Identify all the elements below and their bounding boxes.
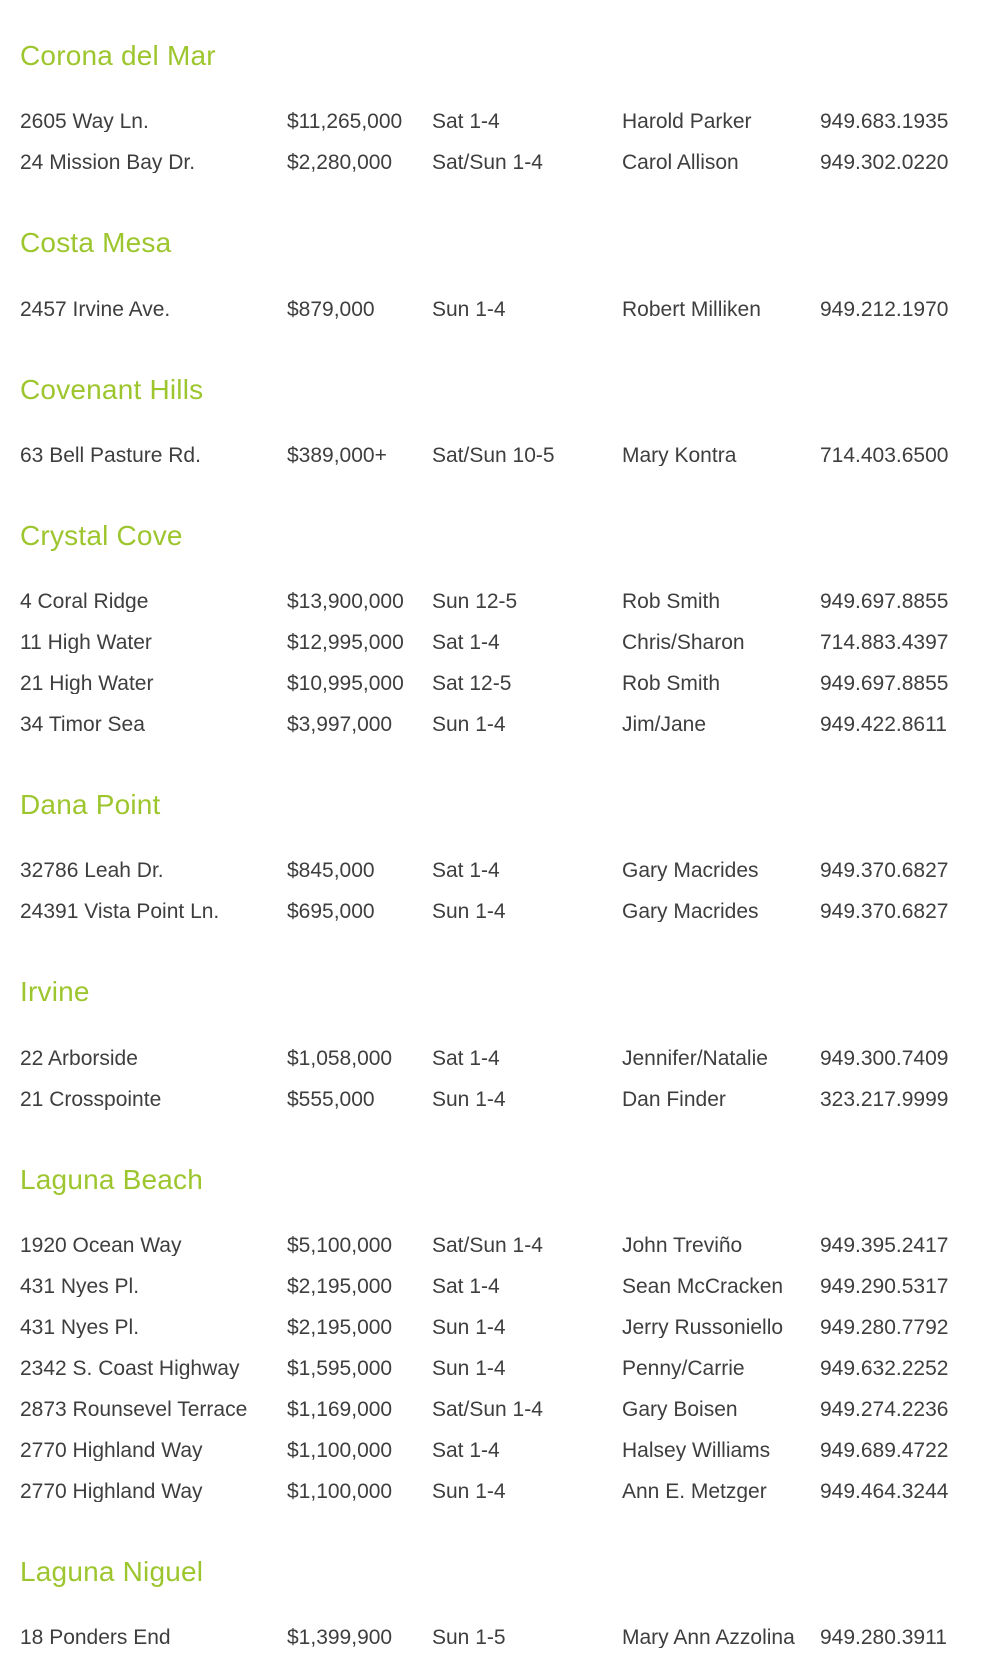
- listing-phone: 949.300.7409: [820, 1047, 949, 1069]
- listing-price: $3,997,000: [287, 714, 393, 736]
- listing-address: 32786 Leah Dr.: [20, 860, 164, 882]
- listing-row: [0, 1348, 982, 1389]
- listing-open-time: Sun 1-4: [432, 901, 506, 923]
- listing-open-time: Sat 1-4: [432, 1439, 500, 1461]
- section-listings: [0, 1617, 982, 1658]
- section-listings: [0, 435, 982, 476]
- listing-agent: Gary Macrides: [622, 860, 759, 882]
- listing-open-time: Sat 1-4: [432, 111, 500, 133]
- listing-price: $845,000: [287, 860, 375, 882]
- listing-row: [0, 1266, 982, 1307]
- city-section: [0, 1158, 982, 1512]
- listing-address: 24391 Vista Point Ln.: [20, 901, 220, 923]
- listing-open-time: Sun 1-4: [432, 298, 506, 320]
- listing-row: [0, 289, 982, 330]
- listing-phone: 949.280.3911: [820, 1627, 947, 1649]
- listing-open-time: Sun 1-4: [432, 714, 506, 736]
- listing-address: 431 Nyes Pl.: [20, 1275, 140, 1297]
- listing-agent: Mary Kontra: [622, 444, 737, 466]
- listing-address: 34 Timor Sea: [20, 714, 145, 736]
- city-section-title: Dana Point: [20, 789, 161, 821]
- listing-open-time: Sat/Sun 1-4: [432, 152, 543, 174]
- listing-phone: 949.302.0220: [820, 152, 949, 174]
- listing-row: [0, 101, 982, 142]
- listing-row: [0, 1389, 982, 1430]
- listing-phone: 949.697.8855: [820, 673, 949, 695]
- listing-open-time: Sat 1-4: [432, 632, 500, 654]
- listing-price: $1,100,000: [287, 1480, 393, 1502]
- listing-row: [0, 1617, 982, 1658]
- listing-phone: 949.464.3244: [820, 1480, 949, 1502]
- listing-price: $2,195,000: [287, 1275, 393, 1297]
- listing-row: [0, 850, 982, 891]
- city-section-title: Laguna Beach: [20, 1163, 204, 1195]
- listing-address: 18 Ponders End: [20, 1627, 171, 1649]
- listing-price: $389,000+: [287, 444, 387, 466]
- section-listings: [0, 1225, 982, 1512]
- listing-price: $1,399,900: [287, 1627, 393, 1649]
- city-section: [0, 970, 982, 1119]
- listing-row: [0, 663, 982, 704]
- listing-agent: Harold Parker: [622, 111, 752, 133]
- listing-open-time: Sat/Sun 1-4: [432, 1398, 543, 1420]
- listing-open-time: Sat 12-5: [432, 673, 512, 695]
- listing-price: $2,195,000: [287, 1316, 393, 1338]
- section-listings: [0, 289, 982, 330]
- section-listings: [0, 1038, 982, 1120]
- listing-row: [0, 581, 982, 622]
- listing-price: $10,995,000: [287, 673, 404, 695]
- city-section-title: Corona del Mar: [20, 40, 216, 72]
- listing-open-time: Sun 12-5: [432, 591, 518, 613]
- listing-agent: Halsey Williams: [622, 1439, 771, 1461]
- listing-open-time: Sun 1-4: [432, 1088, 506, 1110]
- listing-phone: 949.422.8611: [820, 714, 947, 736]
- city-section-title: Irvine: [20, 976, 90, 1008]
- city-section: [0, 368, 982, 476]
- listing-agent: Ann E. Metzger: [622, 1480, 767, 1502]
- city-section: [0, 514, 982, 745]
- city-section: [0, 34, 982, 183]
- listing-price: $13,900,000: [287, 591, 404, 613]
- listing-phone: 323.217.9999: [820, 1088, 949, 1110]
- listing-row: [0, 704, 982, 745]
- listing-address: 11 High Water: [20, 632, 152, 654]
- listing-agent: John Treviño: [622, 1234, 743, 1256]
- listing-open-time: Sun 1-4: [432, 1316, 506, 1338]
- listing-phone: 949.395.2417: [820, 1234, 949, 1256]
- section-listings: [0, 101, 982, 183]
- listing-price: $5,100,000: [287, 1234, 393, 1256]
- listing-row: [0, 1430, 982, 1471]
- listing-row: [0, 142, 982, 183]
- listing-agent: Gary Macrides: [622, 901, 759, 923]
- listing-agent: Robert Milliken: [622, 298, 761, 320]
- listing-address: 21 High Water: [20, 673, 154, 695]
- listing-agent: Dan Finder: [622, 1088, 726, 1110]
- listing-price: $2,280,000: [287, 152, 393, 174]
- listing-phone: 949.697.8855: [820, 591, 949, 613]
- listing-agent: Jim/Jane: [622, 714, 707, 736]
- listing-agent: Sean McCracken: [622, 1275, 784, 1297]
- listing-phone: 949.290.5317: [820, 1275, 949, 1297]
- listing-open-time: Sun 1-4: [432, 1480, 506, 1502]
- listing-agent: Jerry Russoniello: [622, 1316, 784, 1338]
- listing-phone: 949.280.7792: [820, 1316, 949, 1338]
- listing-price: $555,000: [287, 1088, 375, 1110]
- listing-agent: Penny/Carrie: [622, 1357, 745, 1379]
- listing-agent: Chris/Sharon: [622, 632, 745, 654]
- listing-row: [0, 622, 982, 663]
- listing-price: $1,169,000: [287, 1398, 393, 1420]
- section-listings: [0, 581, 982, 745]
- listing-phone: 949.370.6827: [820, 901, 949, 923]
- listing-row: [0, 1471, 982, 1512]
- listing-row: [0, 891, 982, 932]
- listing-phone: 949.212.1970: [820, 298, 949, 320]
- listing-price: $12,995,000: [287, 632, 404, 654]
- listing-address: 63 Bell Pasture Rd.: [20, 444, 201, 466]
- listing-open-time: Sat/Sun 10-5: [432, 444, 555, 466]
- listing-phone: 714.883.4397: [820, 632, 949, 654]
- listing-open-time: Sun 1-5: [432, 1627, 506, 1649]
- listing-price: $879,000: [287, 298, 375, 320]
- listing-phone: 714.403.6500: [820, 444, 949, 466]
- listing-phone: 949.632.2252: [820, 1357, 949, 1379]
- listing-agent: Gary Boisen: [622, 1398, 738, 1420]
- listing-phone: 949.689.4722: [820, 1439, 949, 1461]
- listing-address: 1920 Ocean Way: [20, 1234, 182, 1256]
- listing-price: $1,100,000: [287, 1439, 393, 1461]
- listing-agent: Carol Allison: [622, 152, 739, 174]
- listing-agent: Rob Smith: [622, 591, 721, 613]
- listing-address: 4 Coral Ridge: [20, 591, 149, 613]
- listing-open-time: Sat 1-4: [432, 1275, 500, 1297]
- city-section-title: Covenant Hills: [20, 373, 204, 405]
- listing-price: $695,000: [287, 901, 375, 923]
- listing-address: 2457 Irvine Ave.: [20, 298, 171, 320]
- city-section-title: Laguna Niguel: [20, 1555, 204, 1587]
- listing-address: 2770 Highland Way: [20, 1439, 203, 1461]
- listing-address: 2605 Way Ln.: [20, 111, 149, 133]
- city-section: [0, 783, 982, 932]
- listing-agent: Rob Smith: [622, 673, 721, 695]
- listing-price: $1,595,000: [287, 1357, 393, 1379]
- listing-row: [0, 1079, 982, 1120]
- city-section: [0, 221, 982, 329]
- city-section-title: Crystal Cove: [20, 519, 183, 551]
- section-listings: [0, 850, 982, 932]
- listing-agent: Mary Ann Azzolina: [622, 1627, 795, 1649]
- listing-row: [0, 1225, 982, 1266]
- listing-phone: 949.683.1935: [820, 111, 949, 133]
- listing-agent: Jennifer/Natalie: [622, 1047, 768, 1069]
- listing-address: 21 Crosspointe: [20, 1088, 162, 1110]
- listing-price: $1,058,000: [287, 1047, 393, 1069]
- listing-address: 2342 S. Coast Highway: [20, 1357, 240, 1379]
- listing-row: [0, 1307, 982, 1348]
- listing-open-time: Sat 1-4: [432, 1047, 500, 1069]
- listing-open-time: Sat/Sun 1-4: [432, 1234, 543, 1256]
- city-section-title: Costa Mesa: [20, 227, 172, 259]
- listing-open-time: Sun 1-4: [432, 1357, 506, 1379]
- listing-address: 2770 Highland Way: [20, 1480, 203, 1502]
- listing-address: 431 Nyes Pl.: [20, 1316, 140, 1338]
- listing-open-time: Sat 1-4: [432, 860, 500, 882]
- listing-row: [0, 1038, 982, 1079]
- city-section: [0, 1550, 982, 1658]
- listing-address: 24 Mission Bay Dr.: [20, 152, 196, 174]
- listing-address: 2873 Rounsevel Terrace: [20, 1398, 248, 1420]
- listing-phone: 949.370.6827: [820, 860, 949, 882]
- listing-phone: 949.274.2236: [820, 1398, 949, 1420]
- listing-address: 22 Arborside: [20, 1047, 138, 1069]
- listing-price: $11,265,000: [287, 111, 403, 133]
- listing-row: [0, 435, 982, 476]
